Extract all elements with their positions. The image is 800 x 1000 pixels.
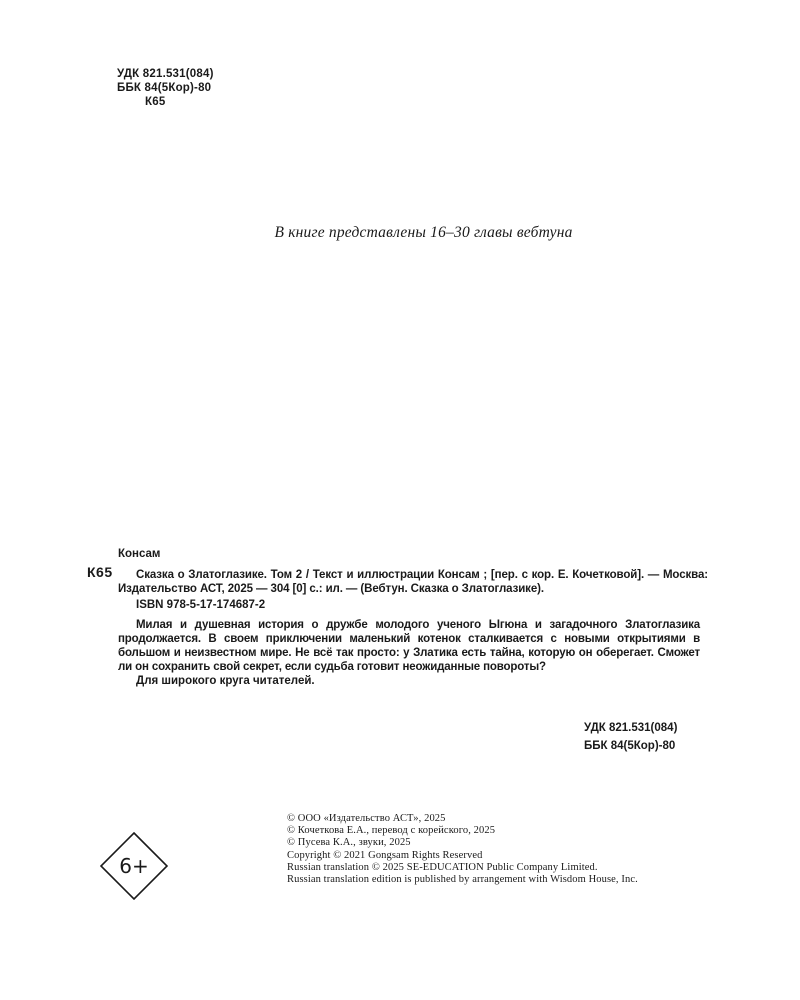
bbk-code: ББК 84(5Кор)-80 <box>117 82 212 94</box>
bottom-classification-codes <box>584 719 677 755</box>
bibliographic-description: Сказка о Златоглазике. Том 2 / Текст и иллюстрации Консам ; [пер. с кор. Е. Кочетковой]. — Москва: Издательство АСТ, 2025 — 304 [0] с.: ил. — (Вебтун. Сказка о Златоглазике). <box>118 569 708 595</box>
annotation: Милая и душевная история о дружбе молодого ученого Ыгюна и загадочного Златоглазика продолжается. В своем приключении маленький котенок сталкивается с новыми открытиями в большом и неизвестном мире. Не всё так просто: у Златика есть тайна, которую он оберегает. Сможет ли он сохранить свой секрет, если судьба готовит неожиданные повороты? <box>118 619 700 673</box>
catalog-author-mark: К65 <box>87 564 113 580</box>
top-classification-codes <box>117 67 214 109</box>
copyright-block <box>287 813 638 886</box>
copyright-line: © Пусева К.А., звуки, 2025 <box>287 837 411 849</box>
copyright-line: Russian translation edition is published by arrangement with Wisdom House, Inc. <box>287 874 638 886</box>
copyright-line: © ООО «Издательство АСТ», 2025 <box>287 813 446 824</box>
copyright-line: Copyright © 2021 Gongsam Rights Reserved <box>287 849 483 861</box>
copyright-line: © Кочеткова Е.А., перевод с корейского, 2025 <box>287 825 496 837</box>
bottom-bbk-code: ББК 84(5Кор)-80 <box>584 740 676 752</box>
audience-note: Для широкого круга читателей. <box>136 675 315 687</box>
author-mark: К65 <box>145 96 166 108</box>
copyright-line: Russian translation © 2025 SE-EDUCATION Public Company Limited. <box>287 861 598 873</box>
isbn: ISBN 978-5-17-174687-2 <box>136 599 266 611</box>
udk-code: УДК 821.531(084) <box>117 68 214 80</box>
age-rating-text: 6+ <box>119 854 149 878</box>
catalog-author: Консам <box>118 548 161 560</box>
age-rating-badge <box>100 832 168 900</box>
chapters-note: В книге представлены 16–30 главы вебтуна <box>274 224 573 241</box>
bottom-udk-code: УДК 821.531(084) <box>584 722 678 734</box>
